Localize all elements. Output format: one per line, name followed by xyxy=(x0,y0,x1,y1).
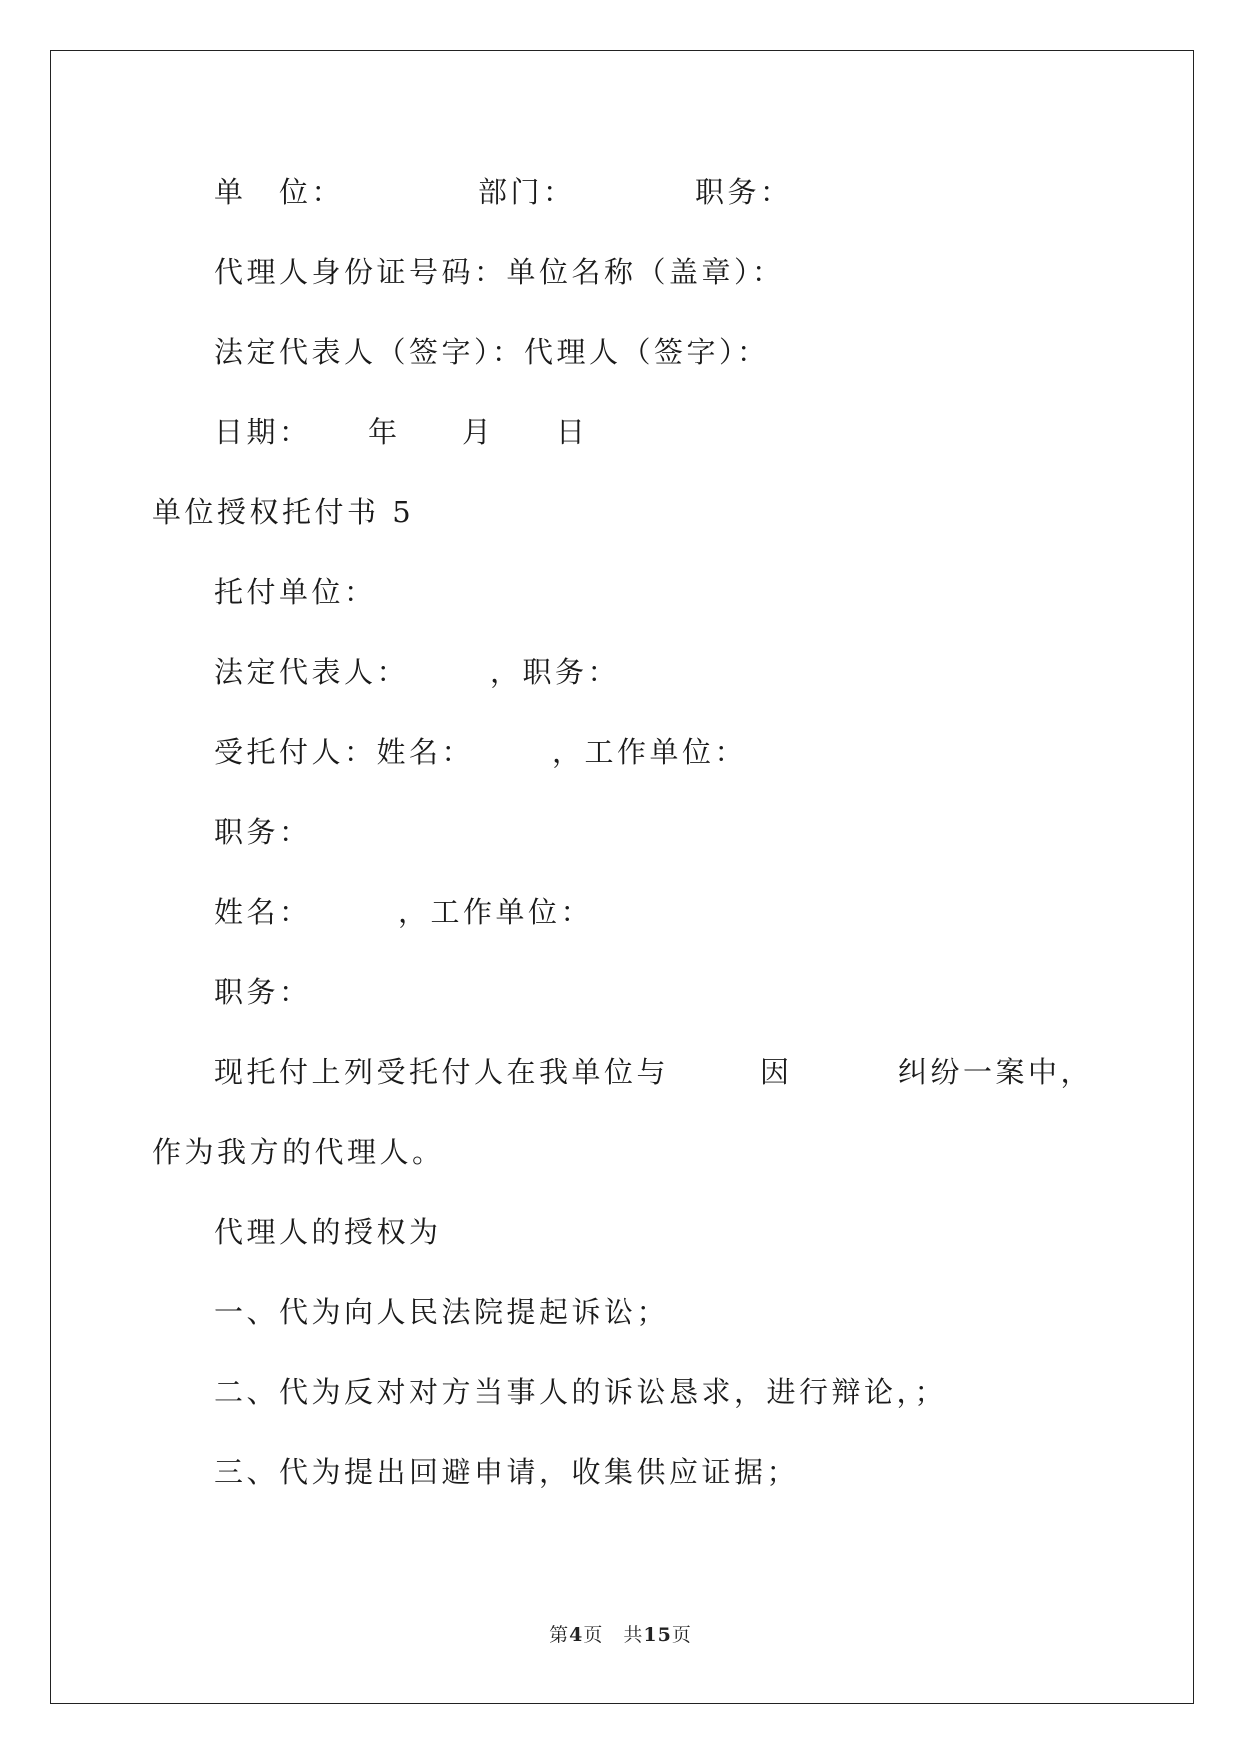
footer-page-number: 4 xyxy=(569,1624,584,1646)
authorization-item-3: 三、代为提出回避申请，收集供应证据； xyxy=(214,1455,800,1489)
unit-label: 单 位： xyxy=(214,175,345,209)
legal-rep-position-label: ，职务： xyxy=(490,655,621,689)
agent-signature-label: 代理人（签字）： xyxy=(524,335,770,369)
agent-id-line: 代理人身份证号码：单位名称（盖章）： xyxy=(214,255,785,289)
footer-prefix: 第 xyxy=(549,1624,570,1646)
section-title: 单位授权托付书 5 xyxy=(152,495,415,529)
trustee-workplace-label: ，工作单位： xyxy=(552,735,748,769)
trustee-name-label: 受托付人：姓名： xyxy=(214,735,475,769)
entrust-statement-part2: 纠纷一案中， xyxy=(898,1055,1094,1089)
second-position-label: 职务： xyxy=(214,975,312,1009)
legal-rep-signature-label: 法定代表人（签字）： xyxy=(214,335,525,369)
second-workplace-label: ，工作单位： xyxy=(398,895,594,929)
entrust-statement-continued: 作为我方的代理人。 xyxy=(152,1135,445,1169)
authorization-heading: 代理人的授权为 xyxy=(214,1215,442,1249)
department-label: 部门： xyxy=(478,175,576,209)
entrust-statement-because: 因 xyxy=(760,1055,793,1089)
date-label: 日期： xyxy=(214,415,312,449)
day-label: 日 xyxy=(556,415,589,449)
entrusting-unit-label: 托付单位： xyxy=(214,575,377,609)
second-name-label: 姓名： xyxy=(214,895,312,929)
footer-total-pages: 15 xyxy=(643,1624,672,1646)
footer-mid: 页 共 xyxy=(583,1624,644,1646)
entrust-statement-part1: 现托付上列受托付人在我单位与 xyxy=(214,1055,670,1089)
month-label: 月 xyxy=(462,415,495,449)
trustee-position-label: 职务： xyxy=(214,815,312,849)
authorization-item-2: 二、代为反对对方当事人的诉讼恳求，进行辩论，； xyxy=(214,1375,948,1409)
footer-suffix: 页 xyxy=(671,1624,692,1646)
page-footer xyxy=(0,1620,1241,1647)
year-label: 年 xyxy=(368,415,401,449)
legal-rep-label: 法定代表人： xyxy=(214,655,410,689)
position-label: 职务： xyxy=(695,175,793,209)
authorization-item-1: 一、代为向人民法院提起诉讼； xyxy=(214,1295,670,1329)
